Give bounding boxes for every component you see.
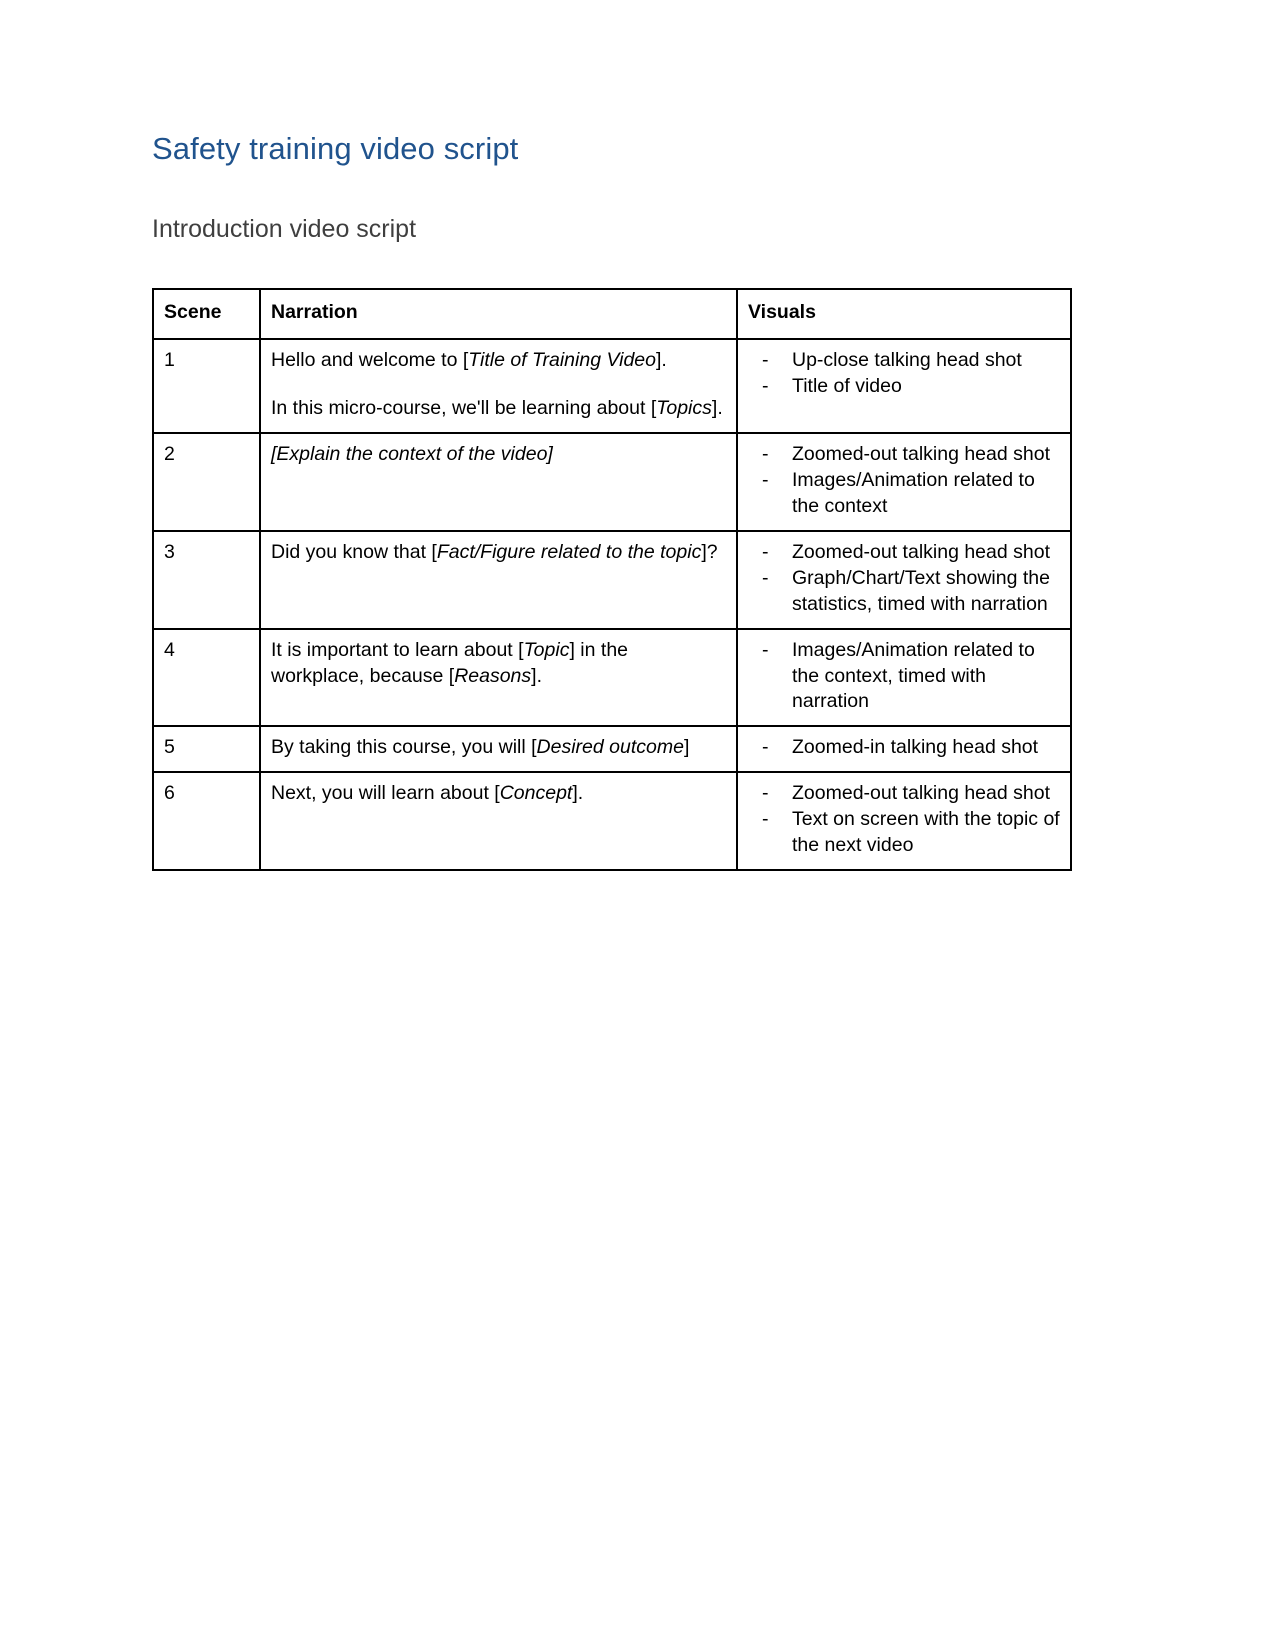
placeholder-text: Topic bbox=[523, 638, 570, 661]
visuals-list bbox=[748, 540, 1060, 618]
table-row bbox=[153, 629, 1071, 727]
scene-number-cell: 1 bbox=[153, 339, 260, 433]
narration-text: Hello and welcome to [ bbox=[271, 349, 469, 372]
visuals-cell bbox=[737, 531, 1071, 629]
list-item: - Zoomed-out talking head shot bbox=[748, 442, 1060, 468]
table-body bbox=[153, 339, 1071, 870]
placeholder-text: Fact/Figure related to the topic bbox=[436, 540, 702, 563]
placeholder-text: Topics bbox=[656, 397, 712, 420]
scene-number-cell: 4 bbox=[153, 629, 260, 727]
table-header-row bbox=[153, 289, 1071, 339]
visuals-cell bbox=[737, 726, 1071, 772]
list-item: - Graph/Chart/Text showing the statistics, timed with narration bbox=[748, 566, 1060, 618]
narration-text: It is important to learn about [ bbox=[271, 638, 524, 661]
narration-cell bbox=[260, 433, 737, 531]
list-item: - Images/Animation related to the context, timed with narration bbox=[748, 638, 1060, 716]
table-row bbox=[153, 726, 1071, 772]
section-subtitle: Introduction video script bbox=[152, 214, 417, 243]
narration-paragraph bbox=[271, 735, 726, 761]
column-header-scene: Scene bbox=[153, 289, 260, 339]
narration-text: ]. bbox=[572, 782, 584, 805]
scene-number-cell: 2 bbox=[153, 433, 260, 531]
table-header bbox=[153, 289, 1071, 339]
document-content bbox=[152, 130, 1070, 871]
list-item: - Images/Animation related to the context bbox=[748, 468, 1060, 520]
scene-number-cell: 6 bbox=[153, 772, 260, 870]
narration-text: ] bbox=[683, 736, 690, 759]
narration-text: Next, you will learn about [ bbox=[271, 782, 500, 805]
narration-paragraph bbox=[271, 781, 726, 807]
visuals-list bbox=[748, 348, 1060, 400]
narration-cell bbox=[260, 726, 737, 772]
narration-paragraph bbox=[271, 396, 726, 422]
visuals-list bbox=[748, 735, 1060, 761]
list-item: - Text on screen with the topic of the next video bbox=[748, 807, 1060, 859]
list-item: - Zoomed-out talking head shot bbox=[748, 540, 1060, 566]
narration-text: ]. bbox=[711, 397, 723, 420]
narration-text: ]. bbox=[656, 349, 667, 372]
narration-paragraph bbox=[271, 540, 726, 566]
script-table bbox=[152, 288, 1072, 871]
visuals-cell bbox=[737, 339, 1071, 433]
narration-text: ]? bbox=[701, 540, 718, 563]
scene-number-cell: 3 bbox=[153, 531, 260, 629]
table-row bbox=[153, 772, 1071, 870]
placeholder-text: Title of Training Video bbox=[468, 349, 656, 372]
list-item: - Up-close talking head shot bbox=[748, 348, 1060, 374]
narration-paragraph bbox=[271, 348, 726, 374]
visuals-cell bbox=[737, 772, 1071, 870]
narration-cell bbox=[260, 531, 737, 629]
placeholder-text: Concept bbox=[499, 782, 573, 805]
visuals-cell bbox=[737, 433, 1071, 531]
narration-text: ] in the workplace, because [ bbox=[271, 638, 629, 687]
narration-paragraph bbox=[271, 442, 726, 468]
narration-text: By taking this course, you will [ bbox=[271, 736, 537, 759]
placeholder-text: Reasons bbox=[454, 664, 532, 687]
narration-text: Did you know that [ bbox=[271, 540, 437, 563]
visuals-cell bbox=[737, 629, 1071, 727]
list-item: - Title of video bbox=[748, 374, 1060, 400]
list-item: - Zoomed-out talking head shot bbox=[748, 781, 1060, 807]
narration-paragraph bbox=[271, 638, 726, 690]
column-header-visuals: Visuals bbox=[737, 289, 1071, 339]
visuals-list bbox=[748, 442, 1060, 520]
placeholder-text: [Explain the context of the video] bbox=[271, 443, 553, 466]
narration-text: ]. bbox=[531, 664, 542, 687]
column-header-narration: Narration bbox=[260, 289, 737, 339]
narration-cell bbox=[260, 339, 737, 433]
visuals-list bbox=[748, 638, 1060, 716]
scene-number-cell: 5 bbox=[153, 726, 260, 772]
table-row bbox=[153, 531, 1071, 629]
narration-cell bbox=[260, 772, 737, 870]
placeholder-text: Desired outcome bbox=[536, 736, 684, 759]
list-item: - Zoomed-in talking head shot bbox=[748, 735, 1060, 761]
visuals-list bbox=[748, 781, 1060, 859]
table-row bbox=[153, 433, 1071, 531]
page-title: Safety training video script bbox=[152, 131, 519, 166]
table-row bbox=[153, 339, 1071, 433]
narration-cell bbox=[260, 629, 737, 727]
narration-text: In this micro-course, we'll be learning about [ bbox=[271, 397, 657, 420]
